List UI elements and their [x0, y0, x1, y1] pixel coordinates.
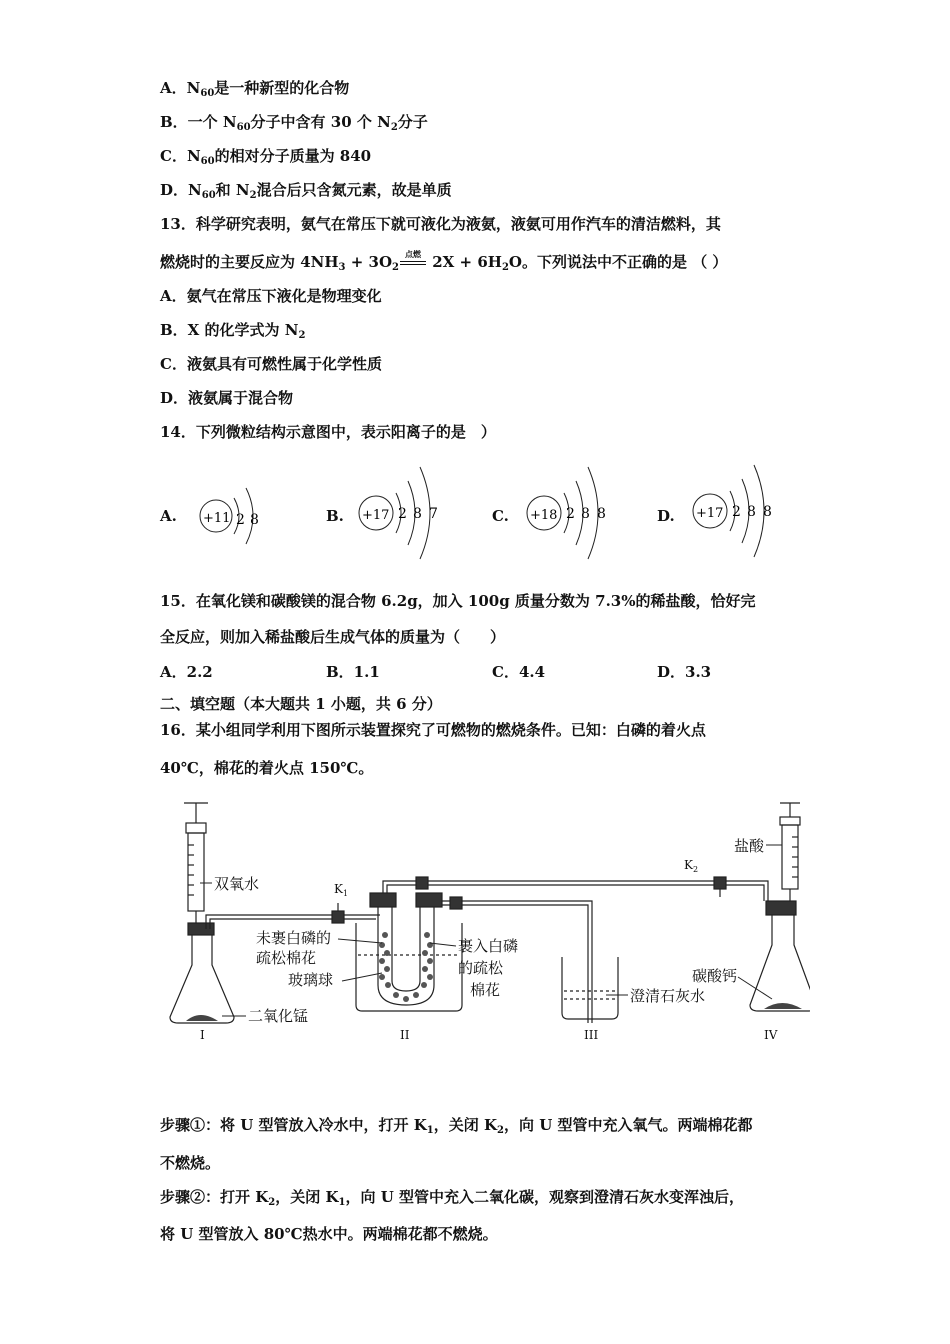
q12-a-text: A．N	[160, 79, 201, 97]
q12-c-post: 的相对分子质量为 840	[214, 147, 372, 165]
q16-stem-line2: 40℃，棉花的着火点 150℃。	[160, 759, 374, 777]
q12-option-d	[160, 180, 452, 206]
step-1-line2: 不燃烧。	[160, 1154, 221, 1172]
step-2-line2: 将 U 型管放入 80℃热水中。两端棉花都不燃烧。	[160, 1225, 498, 1243]
atom-b-shell1: 2	[398, 506, 407, 522]
q12-b-post: 分子	[397, 113, 428, 131]
step2-sub2: 1	[338, 1197, 346, 1208]
atom-d-shell3: 8	[763, 504, 772, 520]
q12-c-sub: 60	[200, 156, 215, 167]
step-2-line1	[160, 1187, 744, 1213]
q16-stem-line1: 16．某小组同学利用下图所示装置探究了可燃物的燃烧条件。已知：白磷的着火点	[160, 721, 706, 739]
q14-option-b-letter: B.	[326, 507, 344, 525]
q12-option-b	[160, 112, 428, 138]
q12-d-text: D．N	[160, 181, 202, 199]
atom-a-shell1: 2	[236, 512, 245, 528]
label-apparatus-4: IV	[764, 1028, 778, 1042]
q13-condition: 点燃	[405, 249, 422, 259]
step2-post: ，向 U 型管中充入二氧化碳，观察到澄清石灰水变浑浊后，	[345, 1188, 744, 1206]
q12-a-sub: 60	[200, 88, 215, 99]
section-2-heading: 二、填空题（本大题共 1 小题，共 6 分）	[160, 695, 442, 713]
step1-sub1: 1	[426, 1125, 434, 1136]
q12-d-sub2: 2	[249, 190, 257, 201]
label-k1: $K_1$	[334, 882, 349, 898]
q15-option-d: D．3.3	[657, 663, 712, 681]
atom-c-shell2: 8	[581, 506, 590, 522]
q12-b-text: B．一个 N	[160, 113, 237, 131]
atom-d-shell1: 2	[732, 504, 741, 520]
q14-stem: 14．下列微粒结构示意图中，表示阳离子的是 ）	[160, 423, 496, 441]
label-uncoated-cotton-1: 未裹白磷的	[256, 929, 332, 947]
q13-b-sub: 2	[298, 330, 306, 341]
q13-b-text: B．X 的化学式为 N	[160, 321, 299, 339]
step1-sub2: 2	[497, 1125, 504, 1136]
atom-b-shell2: 8	[413, 506, 422, 522]
label-hydrogen-peroxide: 双氧水	[214, 875, 260, 893]
label-calcium-carbonate: 碳酸钙	[692, 967, 738, 985]
q12-b-sub: 60	[236, 122, 251, 133]
q14-option-c-letter: C.	[492, 507, 509, 525]
q13-option-b	[160, 320, 305, 346]
q12-option-c	[160, 146, 371, 172]
q12-b-mid: 分子中含有 30 个 N	[250, 113, 391, 131]
atom-a-shell2: 8	[250, 512, 259, 528]
step1-pre: 步骤①：将 U 型管放入冷水中，打开 K	[160, 1116, 427, 1134]
label-coated-cotton-2: 的疏松	[458, 959, 504, 977]
step2-mid: ，关闭 K	[275, 1188, 339, 1206]
label-apparatus-2: II	[400, 1028, 410, 1042]
label-uncoated-cotton-2: 疏松棉花	[256, 949, 317, 967]
label-limewater: 澄清石灰水	[630, 987, 706, 1005]
q15-option-a: A．2.2	[160, 663, 213, 681]
q13-reaction-arrow	[399, 249, 427, 272]
atom-d-shell2: 8	[747, 504, 756, 520]
label-coated-cotton-1: 裹入白磷	[458, 937, 519, 955]
q13-stem-line1: 13．科学研究表明，氨气在常压下就可液化为液氨，液氨可用作汽车的清洁燃料，其	[160, 215, 721, 233]
step2-sub1: 2	[268, 1197, 276, 1208]
q14-atom-b	[352, 455, 462, 565]
label-apparatus-3: III	[584, 1028, 599, 1042]
q13-eq-sub2: 2	[392, 262, 400, 273]
q12-c-text: C．N	[160, 147, 201, 165]
q13-eq-part1: 燃烧时的主要反应为 4NH	[160, 253, 339, 271]
q12-d-mid: 和 N	[215, 181, 250, 199]
label-manganese-dioxide: 二氧化锰	[248, 1007, 309, 1025]
label-k2: $K_2$	[684, 858, 699, 874]
label-apparatus-1: I	[200, 1028, 205, 1042]
atom-b-nucleus: +17	[362, 508, 390, 523]
apparatus-diagram	[160, 795, 810, 1055]
q14-option-d-letter: D.	[657, 507, 675, 525]
label-glass-beads: 玻璃球	[288, 971, 334, 989]
q12-option-a	[160, 78, 349, 104]
q13-option-a: A．氨气在常压下液化是物理变化	[160, 287, 382, 305]
q12-b-sub2: 2	[390, 122, 398, 133]
step1-post: ，向 U 型管中充入氧气。两端棉花都	[504, 1116, 753, 1134]
atom-d-nucleus: +17	[696, 506, 724, 521]
q14-atom-d	[686, 453, 796, 563]
q14-option-a-letter: A.	[160, 507, 177, 525]
q15-option-b: B．1.1	[326, 663, 380, 681]
q14-atom-a	[192, 470, 282, 560]
q15-option-c: C．4.4	[492, 663, 546, 681]
step2-pre: 步骤②：打开 K	[160, 1188, 269, 1206]
q12-d-sub: 60	[201, 190, 216, 201]
atom-c-shell3: 8	[597, 506, 606, 522]
label-hydrochloric-acid: 盐酸	[734, 837, 765, 855]
label-coated-cotton-3: 棉花	[470, 981, 501, 999]
atom-a-nucleus: +11	[203, 511, 231, 526]
q13-option-d: D．液氨属于混合物	[160, 389, 294, 407]
q13-eq-end: O。下列说法中不正确的是 （ ）	[508, 253, 728, 271]
step-1-line1	[160, 1115, 753, 1141]
atom-b-shell3: 7	[429, 506, 438, 522]
q12-a-post: 是一种新型的化合物	[214, 79, 350, 97]
atom-c-nucleus: +18	[530, 508, 558, 523]
q13-eq-sub3: 3	[338, 262, 346, 273]
atom-c-shell1: 2	[566, 506, 575, 522]
q14-atom-c	[520, 455, 630, 565]
step1-mid: ，关闭 K	[433, 1116, 498, 1134]
q12-d-post: 混合后只含氮元素，故是单质	[256, 181, 452, 199]
q13-eq-part2: 2X + 6H	[427, 253, 502, 271]
q13-stem-line2	[160, 249, 728, 278]
q13-eq-o2: + 3O	[345, 253, 393, 271]
q15-stem-line2: 全反应，则加入稀盐酸后生成气体的质量为（ ）	[160, 628, 506, 646]
q13-eq-sub2b: 2	[501, 262, 509, 273]
q13-option-c: C．液氨具有可燃性属于化学性质	[160, 355, 382, 373]
q15-stem-line1: 15．在氧化镁和碳酸镁的混合物 6.2g，加入 100g 质量分数为 7.3%的稀盐酸，恰好完	[160, 592, 756, 610]
